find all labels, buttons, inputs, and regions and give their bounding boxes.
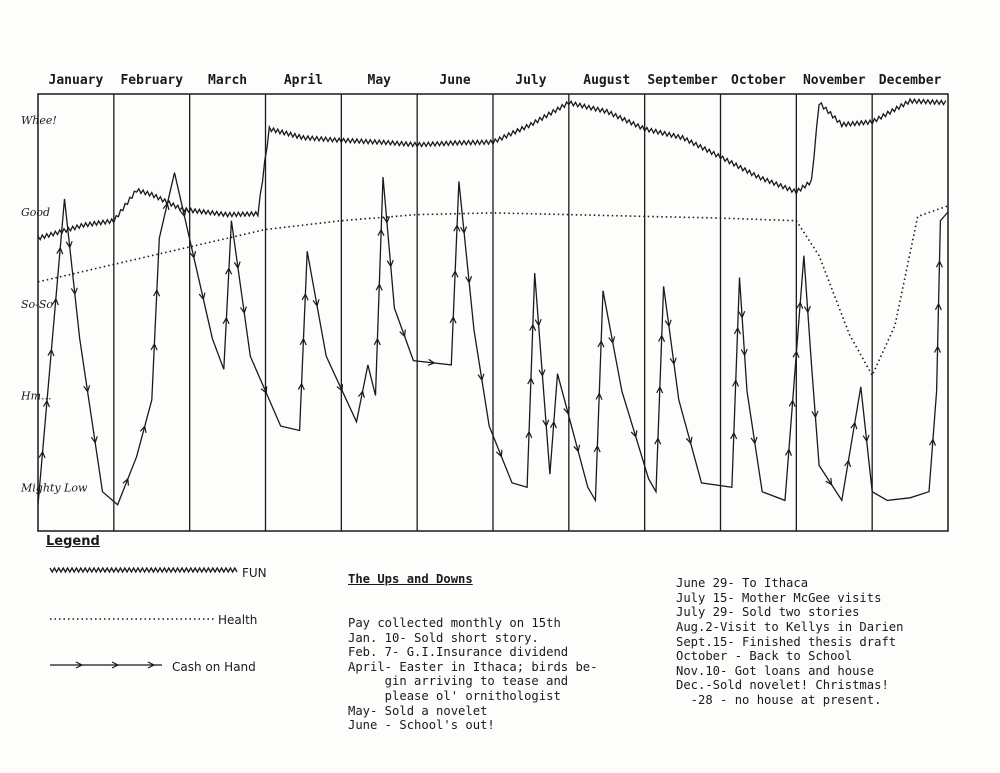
fun-line <box>38 99 946 240</box>
note-line: Nov.10- Got loans and house <box>676 663 875 678</box>
legend-label-health: Health <box>218 613 258 627</box>
note-line: Sept.15- Finished thesis draft <box>676 634 897 649</box>
month-label: October <box>731 73 786 88</box>
chart-grid <box>38 94 948 531</box>
legend-label-fun: FUN <box>242 566 267 580</box>
note-line: June - School's out! <box>348 718 495 733</box>
month-label: May <box>367 73 391 88</box>
note-line: Aug.2-Visit to Kellys in Darien <box>676 619 904 634</box>
note-line: Jan. 10- Sold short story. <box>348 630 539 645</box>
note-line: July 29- Sold two stories <box>676 605 860 620</box>
note-line: April- Easter in Ithaca; birds be- <box>348 659 598 674</box>
month-label: July <box>515 73 547 88</box>
y-level-label: Mighty Low <box>21 481 88 495</box>
note-line: October - Back to School <box>676 649 853 664</box>
notes-title: The Ups and Downs <box>348 572 473 587</box>
note-line: May- Sold a novelet <box>348 703 488 718</box>
month-label: March <box>208 73 248 88</box>
y-level-label: Hm... <box>21 389 52 403</box>
note-line: Dec.-Sold novelet! Christmas! <box>676 678 889 693</box>
month-label: February <box>120 73 184 88</box>
legend-fun-sample <box>50 568 237 572</box>
note-line: gin arriving to tease and <box>348 674 569 689</box>
month-label: September <box>647 73 718 88</box>
month-label: November <box>802 73 866 88</box>
month-label: January <box>48 73 104 88</box>
month-labels <box>49 73 942 88</box>
note-line: Feb. 7- G.I.Insurance dividend <box>348 645 569 660</box>
month-label: August <box>583 73 631 88</box>
legend-samples <box>50 568 237 668</box>
note-line: -28 - no house at present. <box>676 692 882 707</box>
notes-left-lines <box>348 616 597 733</box>
note-line: July 15- Mother McGee visits <box>676 590 882 605</box>
notes-left <box>348 543 597 747</box>
month-label: December <box>878 73 942 88</box>
notes-right-lines <box>676 576 903 707</box>
note-line: please ol' ornithologist <box>348 688 561 703</box>
note-line: June 29- To Ithaca <box>676 576 809 591</box>
legend-label-cash: Cash on Hand <box>172 660 256 674</box>
notes-right <box>676 547 903 722</box>
legend-title: Legend <box>46 534 100 549</box>
y-level-label: Whee! <box>21 114 57 128</box>
y-level-label: Good <box>21 205 51 219</box>
month-label: April <box>283 73 323 88</box>
y-level-labels <box>20 114 88 494</box>
y-level-label: So-So <box>21 297 54 311</box>
month-label: June <box>439 73 471 88</box>
note-line: Pay collected monthly on 15th <box>348 615 561 630</box>
